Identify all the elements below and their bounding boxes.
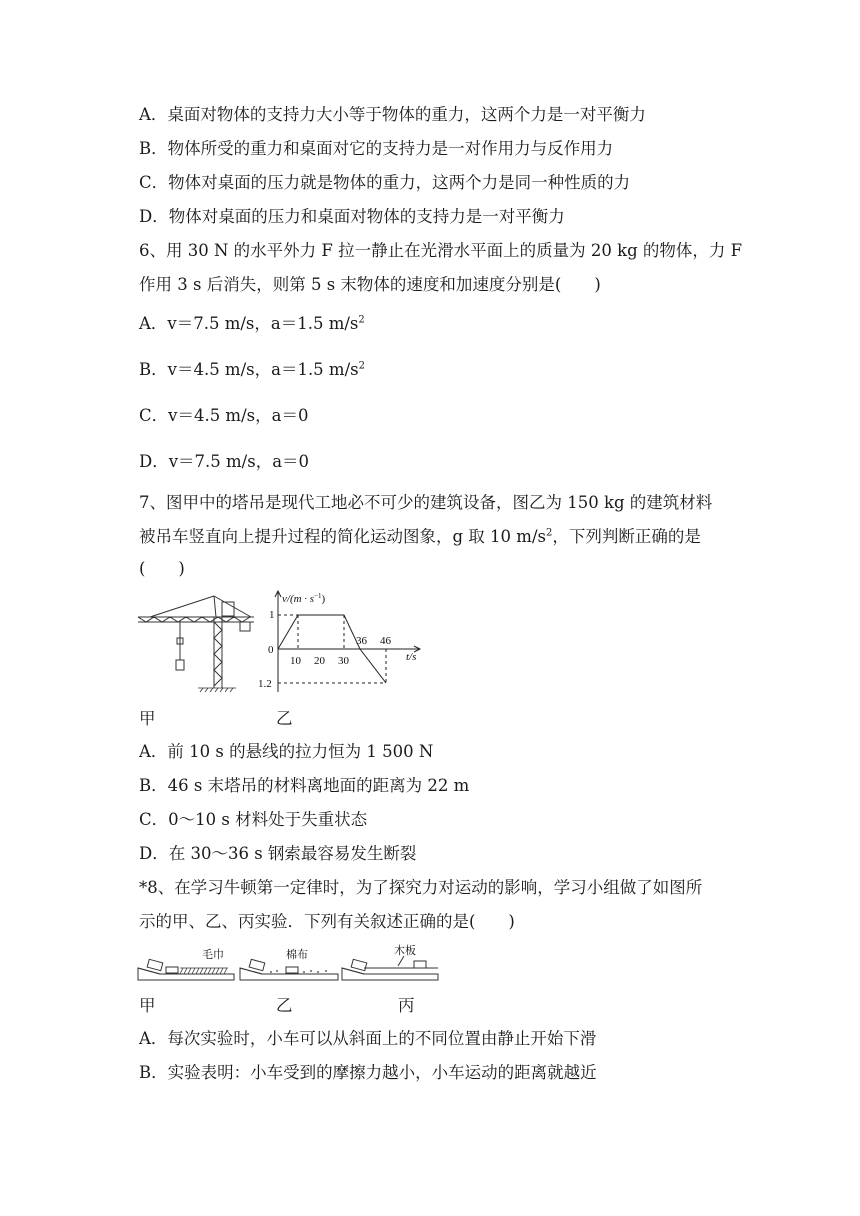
experiment-board bbox=[342, 956, 438, 980]
q6-option-b: B．v＝4.5 m/s，a＝1.5 $m/s^2$ bbox=[139, 360, 365, 379]
origin-label: 0 bbox=[268, 644, 274, 656]
q7-option-d: D．在 30～36 s 钢索最容易发生断裂 bbox=[139, 844, 417, 863]
t-axis-label: t/s bbox=[406, 651, 417, 663]
q8-caption-yi: 乙 bbox=[276, 996, 293, 1015]
tower-crane-figure bbox=[136, 588, 262, 694]
q6-stem-line1: 6、用 30 N 的水平外力 F 拉一静止在光滑水平面上的质量为 20 kg 的物体，力 F bbox=[139, 241, 743, 260]
t-tick-46: 46 bbox=[380, 635, 391, 647]
cotton-label: 棉布 bbox=[286, 949, 308, 961]
t-tick-36: 36 bbox=[356, 635, 367, 647]
experiment-towel bbox=[138, 959, 234, 980]
q6-option-a: A．v＝7.5 m/s，a＝1.5 $m/s^2$ bbox=[139, 314, 365, 333]
q6-option-c: C．v＝4.5 m/s，a＝0 bbox=[139, 406, 309, 425]
q7-caption-jia: 甲 bbox=[139, 709, 156, 728]
v-axis-label: $v/(m \cdot s^{-1})$ bbox=[282, 592, 326, 605]
t-tick-20: 20 bbox=[314, 655, 325, 667]
q8-caption-jia: 甲 bbox=[139, 996, 156, 1015]
v-tick-1: 1 bbox=[269, 609, 275, 621]
experiment-figures bbox=[136, 944, 444, 990]
q8-option-b: B．实验表明：小车受到的摩擦力越小，小车运动的距离就越近 bbox=[139, 1063, 597, 1082]
t-tick-30: 30 bbox=[338, 655, 349, 667]
towel-label: 毛巾 bbox=[202, 949, 224, 961]
q7-stem-line1: 7、图甲中的塔吊是现代工地必不可少的建筑设备，图乙为 150 kg 的建筑材料 bbox=[139, 493, 713, 512]
q8-stem-line2: 示的甲、乙、丙实验．下列有关叙述正确的是( ) bbox=[139, 912, 515, 931]
q7-option-b: B．46 s 末塔吊的材料离地面的距离为 22 m bbox=[139, 776, 470, 795]
q8-caption-bing: 丙 bbox=[398, 996, 415, 1015]
q7-stem-line3: ( ) bbox=[139, 559, 185, 578]
q7-option-c: C．0～10 s 材料处于失重状态 bbox=[139, 810, 368, 829]
q8-stem-line1: *8、在学习牛顿第一定律时，为了探究力对运动的影响，学习小组做了如图所 bbox=[139, 878, 703, 897]
velocity-time-graph bbox=[256, 588, 426, 696]
v-tick-neg: 1.2 bbox=[258, 678, 272, 690]
q6-option-d: D．v＝7.5 m/s，a＝0 bbox=[139, 452, 310, 471]
q7-option-a: A．前 10 s 的悬线的拉力恒为 1 500 N bbox=[139, 742, 434, 761]
q5-option-b: B．物体所受的重力和桌面对它的支持力是一对作用力与反作用力 bbox=[139, 139, 614, 158]
experiment-cotton bbox=[240, 959, 338, 980]
q7-stem-line2: 被吊车竖直向上提升过程的简化运动图象，g 取 10 $m/s^2$，下列判断正确的是 bbox=[139, 527, 701, 546]
t-tick-10: 10 bbox=[290, 655, 301, 667]
q5-option-c: C．物体对桌面的压力就是物体的重力，这两个力是同一种性质的力 bbox=[139, 173, 631, 192]
q8-option-a: A．每次实验时，小车可以从斜面上的不同位置由静止开始下滑 bbox=[139, 1029, 597, 1048]
q5-option-d: D．物体对桌面的压力和桌面对物体的支持力是一对平衡力 bbox=[139, 207, 565, 226]
board-label: 木板 bbox=[394, 945, 416, 957]
q6-stem-line2: 作用 3 s 后消失，则第 5 s 末物体的速度和加速度分别是( ) bbox=[139, 275, 601, 294]
q5-option-a: A．桌面对物体的支持力大小等于物体的重力，这两个力是一对平衡力 bbox=[139, 105, 646, 124]
q7-caption-yi: 乙 bbox=[276, 709, 293, 728]
